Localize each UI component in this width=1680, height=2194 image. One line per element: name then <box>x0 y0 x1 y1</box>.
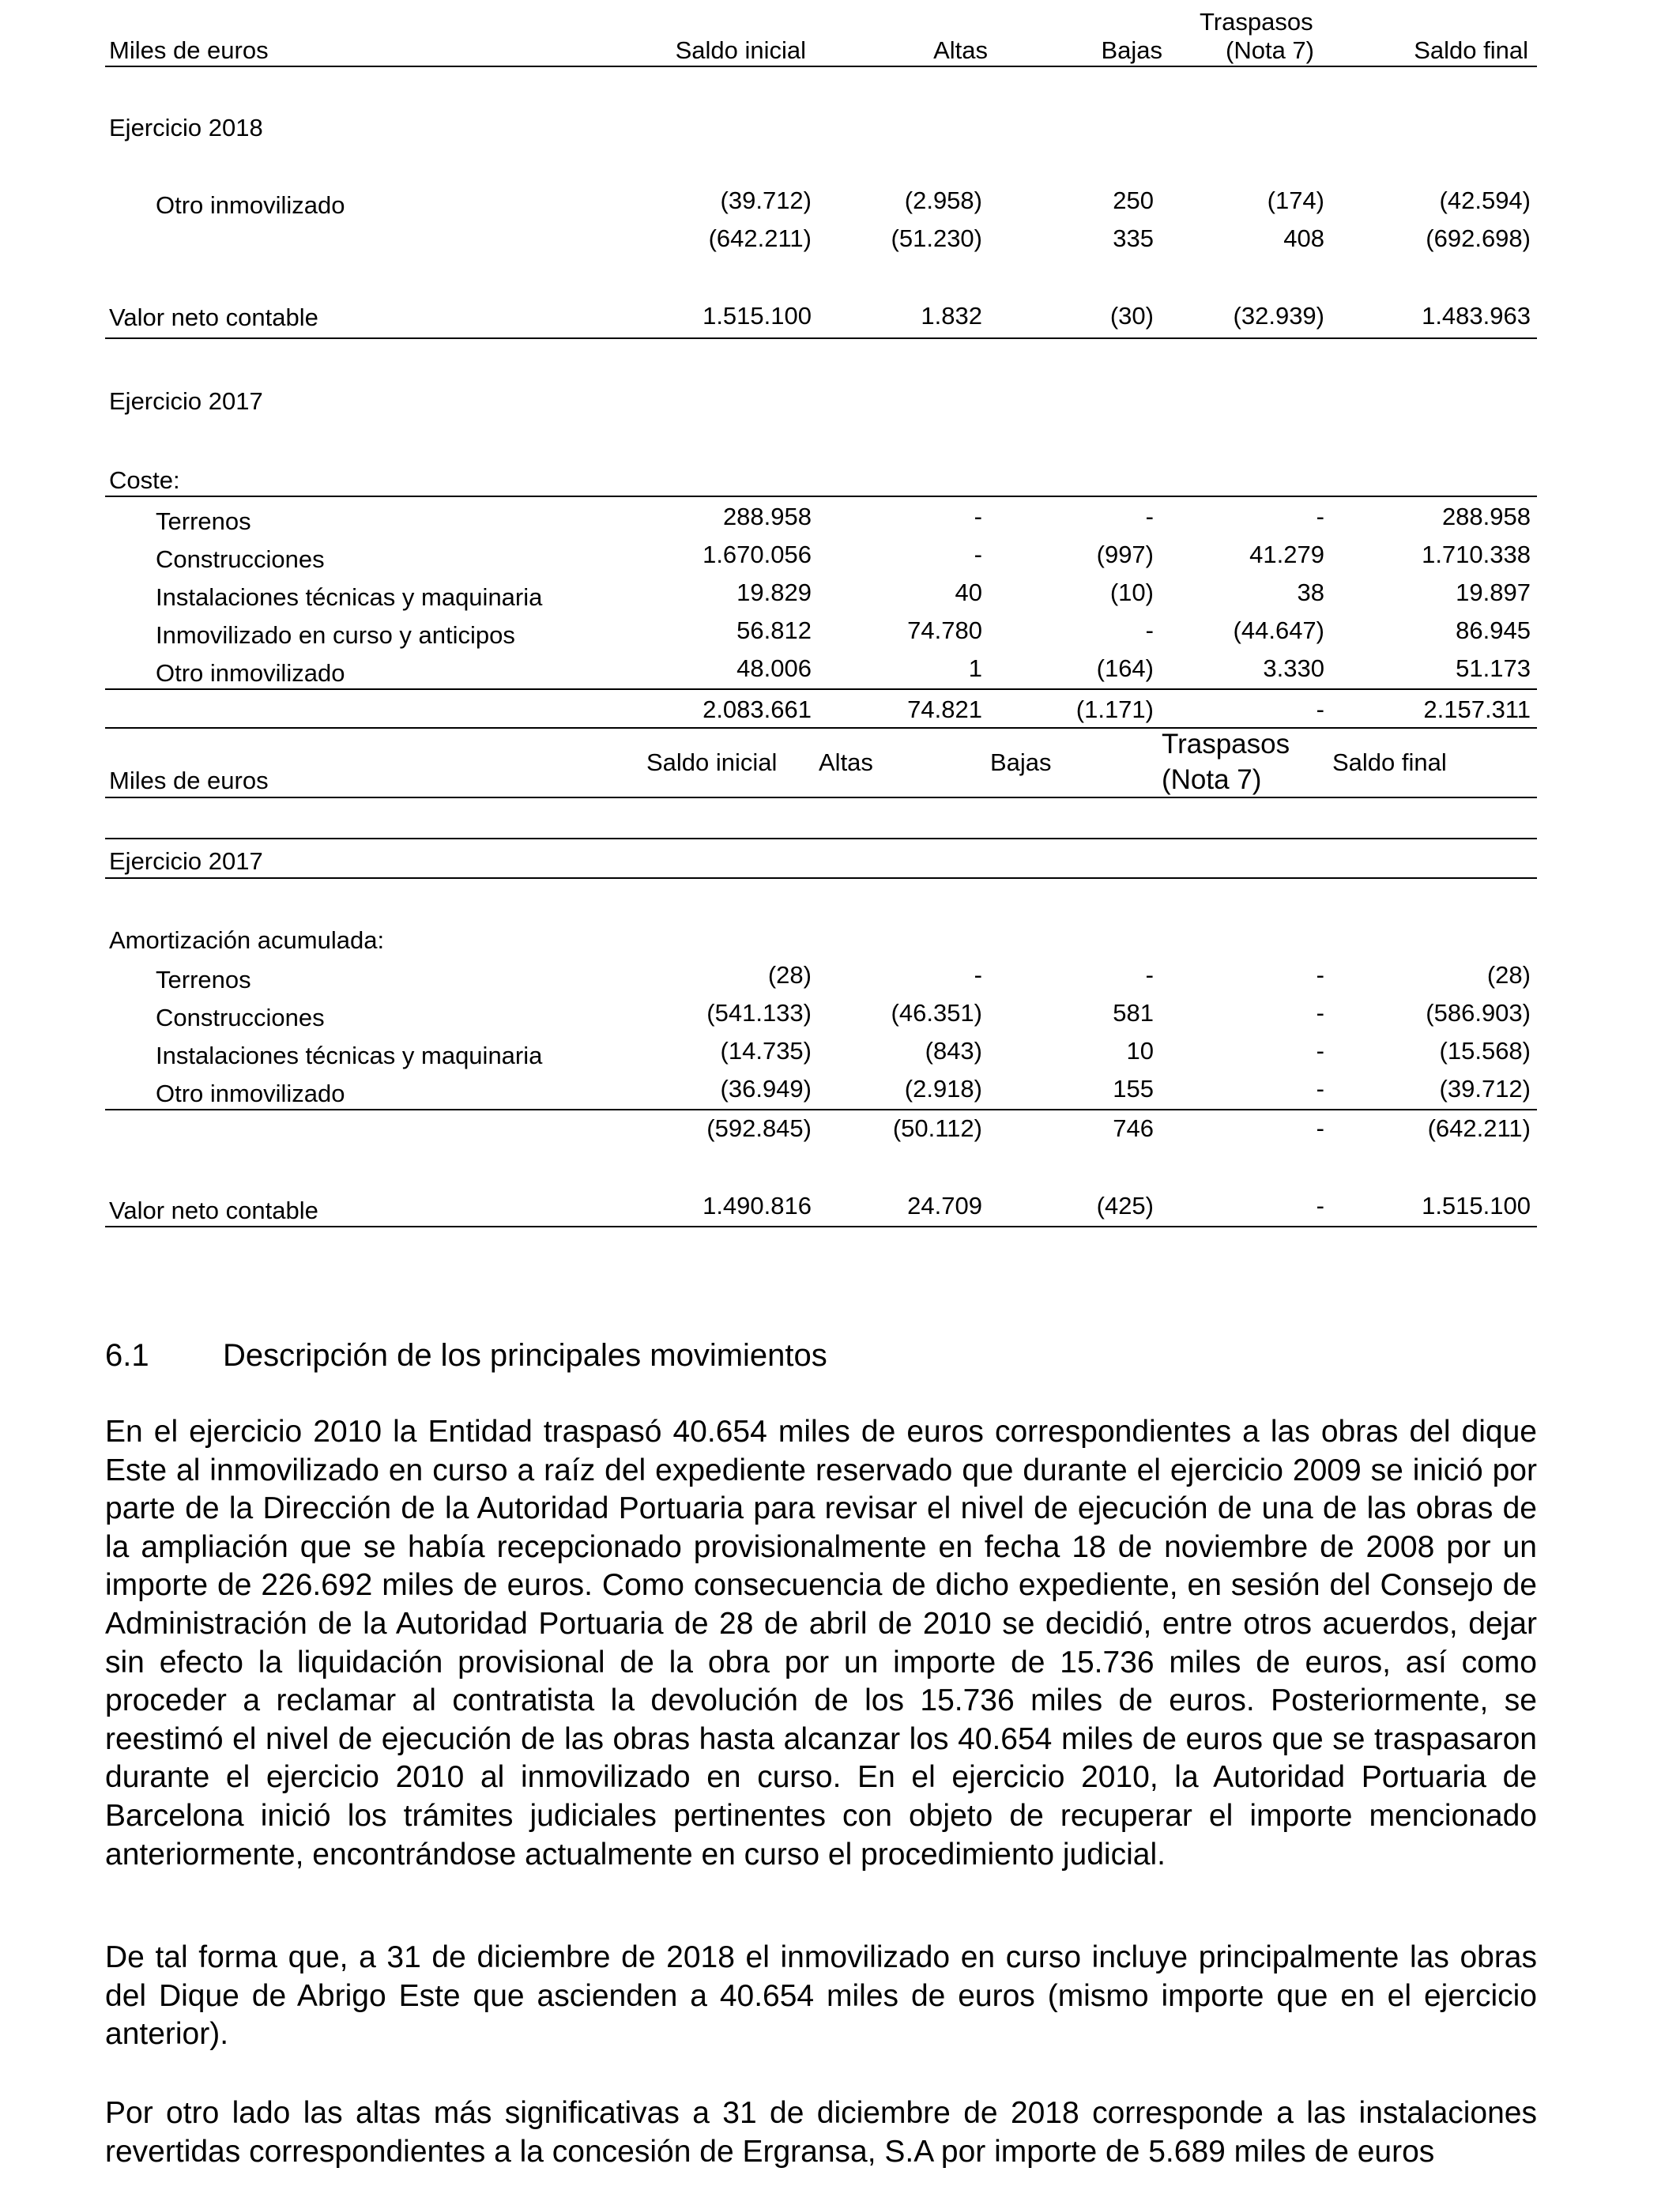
cell: (14.735) <box>720 1037 812 1065</box>
cell: (39.712) <box>1439 1075 1531 1103</box>
col-bajas: Bajas <box>1101 36 1162 64</box>
cell: 24.709 <box>907 1192 982 1220</box>
cell: 335 <box>1113 224 1154 252</box>
cell: 74.780 <box>907 616 982 644</box>
cell: (164) <box>1096 654 1154 682</box>
cell: 1.710.338 <box>1422 541 1531 568</box>
cell: 10 <box>1126 1037 1154 1065</box>
cell: (997) <box>1096 541 1154 568</box>
row-label: Terrenos <box>156 507 251 535</box>
rule <box>105 877 1537 879</box>
total-cell: 2.083.661 <box>703 696 812 723</box>
cell: - <box>1145 503 1154 530</box>
cell: 408 <box>1283 224 1324 252</box>
cell: (51.230) <box>891 224 982 252</box>
cell: 40 <box>955 579 982 606</box>
paragraph-3: Por otro lado las altas más significativas a 31 de diciembre de 2018 corresponde a las instalaciones revertidas correspondientes a la concesión de Ergransa, S.A por importe de 5.689 miles de euros <box>105 2096 1537 2169</box>
vnc-label: Valor neto contable <box>109 1197 318 1224</box>
row-label: Instalaciones técnicas y maquinaria <box>156 1042 543 1069</box>
rule <box>105 838 1537 839</box>
cell: (36.949) <box>720 1075 812 1103</box>
col-traspasos: Traspasos <box>1200 8 1313 36</box>
rule <box>105 727 1537 729</box>
group-label-coste: Coste: <box>109 466 180 494</box>
cell: - <box>1316 1192 1324 1220</box>
cell: - <box>974 503 982 530</box>
cell: 41.279 <box>1249 541 1324 568</box>
total-cell: (592.845) <box>706 1114 812 1142</box>
row-label: Construcciones <box>156 1004 325 1031</box>
rule <box>105 496 1537 497</box>
col-saldo-inicial: Saldo inicial <box>646 748 778 776</box>
cell: 1.515.100 <box>1422 1192 1531 1220</box>
total-cell: (1.171) <box>1075 696 1154 723</box>
cell: 3.330 <box>1263 654 1324 682</box>
total-cell: - <box>1316 1114 1324 1142</box>
total-cell: - <box>1316 696 1324 723</box>
rule <box>105 337 1537 339</box>
cell: (28) <box>767 961 812 989</box>
cell: 1.483.963 <box>1422 302 1531 330</box>
cell: (42.594) <box>1439 187 1531 214</box>
cell: (28) <box>1486 961 1531 989</box>
cell: 56.812 <box>736 616 812 644</box>
cell: (642.211) <box>708 224 812 252</box>
rule <box>105 688 1537 690</box>
paragraph-1: En el ejercicio 2010 la Entidad traspasó 40.654 miles de euros correspondientes a las obras del dique Este al inmovilizado en curso a raíz del expediente reservado que durante el ejercicio 2009 se inició por parte de la Dirección de la Autoridad Portuaria para revisar el nivel de ejecución de una de las obras de la ampliación que se había recepcionado provisionalmente en fecha 18 de noviembre de 2008 por un importe de 226.692 miles de euros. Como consecuencia de dicho expediente, en sesión del Consejo de Administración de la Autoridad Portuaria de 28 de abril de 2010 se decidió, entre otros acuerdos, dejar sin efecto la liquidación provisional de la obra por un importe de 15.736 miles de euros, así como proceder a reclamar al contratista la devolución de los 15.736 miles de euros. Posteriormente, se reestimó el nivel de ejecución de las obras hasta alcanzar los 40.654 miles de euros que se traspasaron durante el ejercicio 2010 al inmovilizado en curso. En el ejercicio 2010, la Autoridad Portuaria de Barcelona inició los trámites judiciales pertinentes con objeto de recuperar el importe mencionado anteriormente, encontrándose actualmente en curso el procedimiento judicial. <box>105 1415 1537 1872</box>
cell: 250 <box>1113 187 1154 214</box>
cell: 581 <box>1113 999 1154 1027</box>
cell: - <box>1145 616 1154 644</box>
cell: (586.903) <box>1426 999 1531 1027</box>
col-traspasos: Traspasos <box>1162 729 1290 760</box>
cell: (541.133) <box>706 999 812 1027</box>
cell: 1.515.100 <box>703 302 812 330</box>
cell: (174) <box>1267 187 1324 214</box>
total-cell: 2.157.311 <box>1423 696 1531 723</box>
rule <box>105 797 1537 798</box>
cell: 288.958 <box>1441 503 1531 530</box>
paragraph-2: De tal forma que, a 31 de diciembre de 2018 el inmovilizado en curso incluye principalmente las obras del Dique de Abrigo Este que ascienden a 40.654 miles de euros (mismo importe que en el ejercicio anterior). <box>105 1940 1537 2052</box>
table-header-label: Miles de euros <box>109 36 269 64</box>
total-cell: (642.211) <box>1427 1114 1531 1142</box>
col-saldo-inicial: Saldo inicial <box>675 36 806 64</box>
col-nota7: (Nota 7) <box>1162 764 1262 795</box>
total-cell: 746 <box>1113 1114 1154 1142</box>
cell: 155 <box>1113 1075 1154 1103</box>
cell: (2.918) <box>904 1075 982 1103</box>
cell: - <box>1316 503 1324 530</box>
cell: (30) <box>1109 302 1154 330</box>
cell: 48.006 <box>736 654 812 682</box>
row-label: Otro inmovilizado <box>156 1080 345 1107</box>
row-label: Instalaciones técnicas y maquinaria <box>156 583 543 611</box>
row-label: Inmovilizado en curso y anticipos <box>156 621 515 649</box>
row-label: Otro inmovilizado <box>156 191 345 219</box>
header-rule <box>105 66 1537 67</box>
cell: (46.351) <box>891 999 982 1027</box>
group-label-amortizacion: Amortización acumulada: <box>109 926 385 954</box>
cell: (44.647) <box>1233 616 1324 644</box>
total-cell: 74.821 <box>907 696 982 723</box>
cell: (39.712) <box>720 187 812 214</box>
total-cell: (50.112) <box>892 1114 982 1142</box>
col-nota7: (Nota 7) <box>1226 36 1314 64</box>
cell: (15.568) <box>1439 1037 1531 1065</box>
cell: - <box>1316 1037 1324 1065</box>
cell: 19.897 <box>1456 579 1531 606</box>
row-label: Otro inmovilizado <box>156 659 345 687</box>
cell: - <box>974 961 982 989</box>
col-altas: Altas <box>819 748 873 776</box>
cell: 1.670.056 <box>703 541 812 568</box>
cell: (692.698) <box>1426 224 1531 252</box>
cell: - <box>974 541 982 568</box>
cell: (425) <box>1096 1192 1154 1220</box>
section-title-2018: Ejercicio 2018 <box>109 114 263 141</box>
col-bajas: Bajas <box>990 748 1052 776</box>
rule <box>105 1226 1537 1227</box>
col-saldo-final: Saldo final <box>1332 748 1447 776</box>
section-number: 6.1 <box>105 1338 149 1373</box>
section-heading: Descripción de los principales movimientos <box>223 1338 827 1373</box>
col-altas: Altas <box>933 36 988 64</box>
cell: 86.945 <box>1456 616 1531 644</box>
col-saldo-final: Saldo final <box>1414 36 1528 64</box>
cell: 19.829 <box>736 579 812 606</box>
cell: 1.832 <box>921 302 982 330</box>
cell: (843) <box>925 1037 982 1065</box>
cell: - <box>1316 999 1324 1027</box>
row-label: Terrenos <box>156 966 251 993</box>
cell: (2.958) <box>904 187 982 214</box>
cell: (10) <box>1109 579 1154 606</box>
cell: 288.958 <box>722 503 812 530</box>
cell: - <box>1316 961 1324 989</box>
cell: - <box>1316 1075 1324 1103</box>
vnc-label: Valor neto contable <box>109 303 318 331</box>
section-title-2017: Ejercicio 2017 <box>109 387 263 415</box>
section-title-2017: Ejercicio 2017 <box>109 847 263 875</box>
rule <box>105 1109 1537 1110</box>
cell: 38 <box>1297 579 1324 606</box>
cell: 51.173 <box>1456 654 1531 682</box>
cell: 1 <box>968 654 982 682</box>
table-header-label: Miles de euros <box>109 767 269 794</box>
row-label: Construcciones <box>156 545 325 573</box>
cell: 1.490.816 <box>703 1192 812 1220</box>
cell: - <box>1145 961 1154 989</box>
cell: (32.939) <box>1233 302 1324 330</box>
